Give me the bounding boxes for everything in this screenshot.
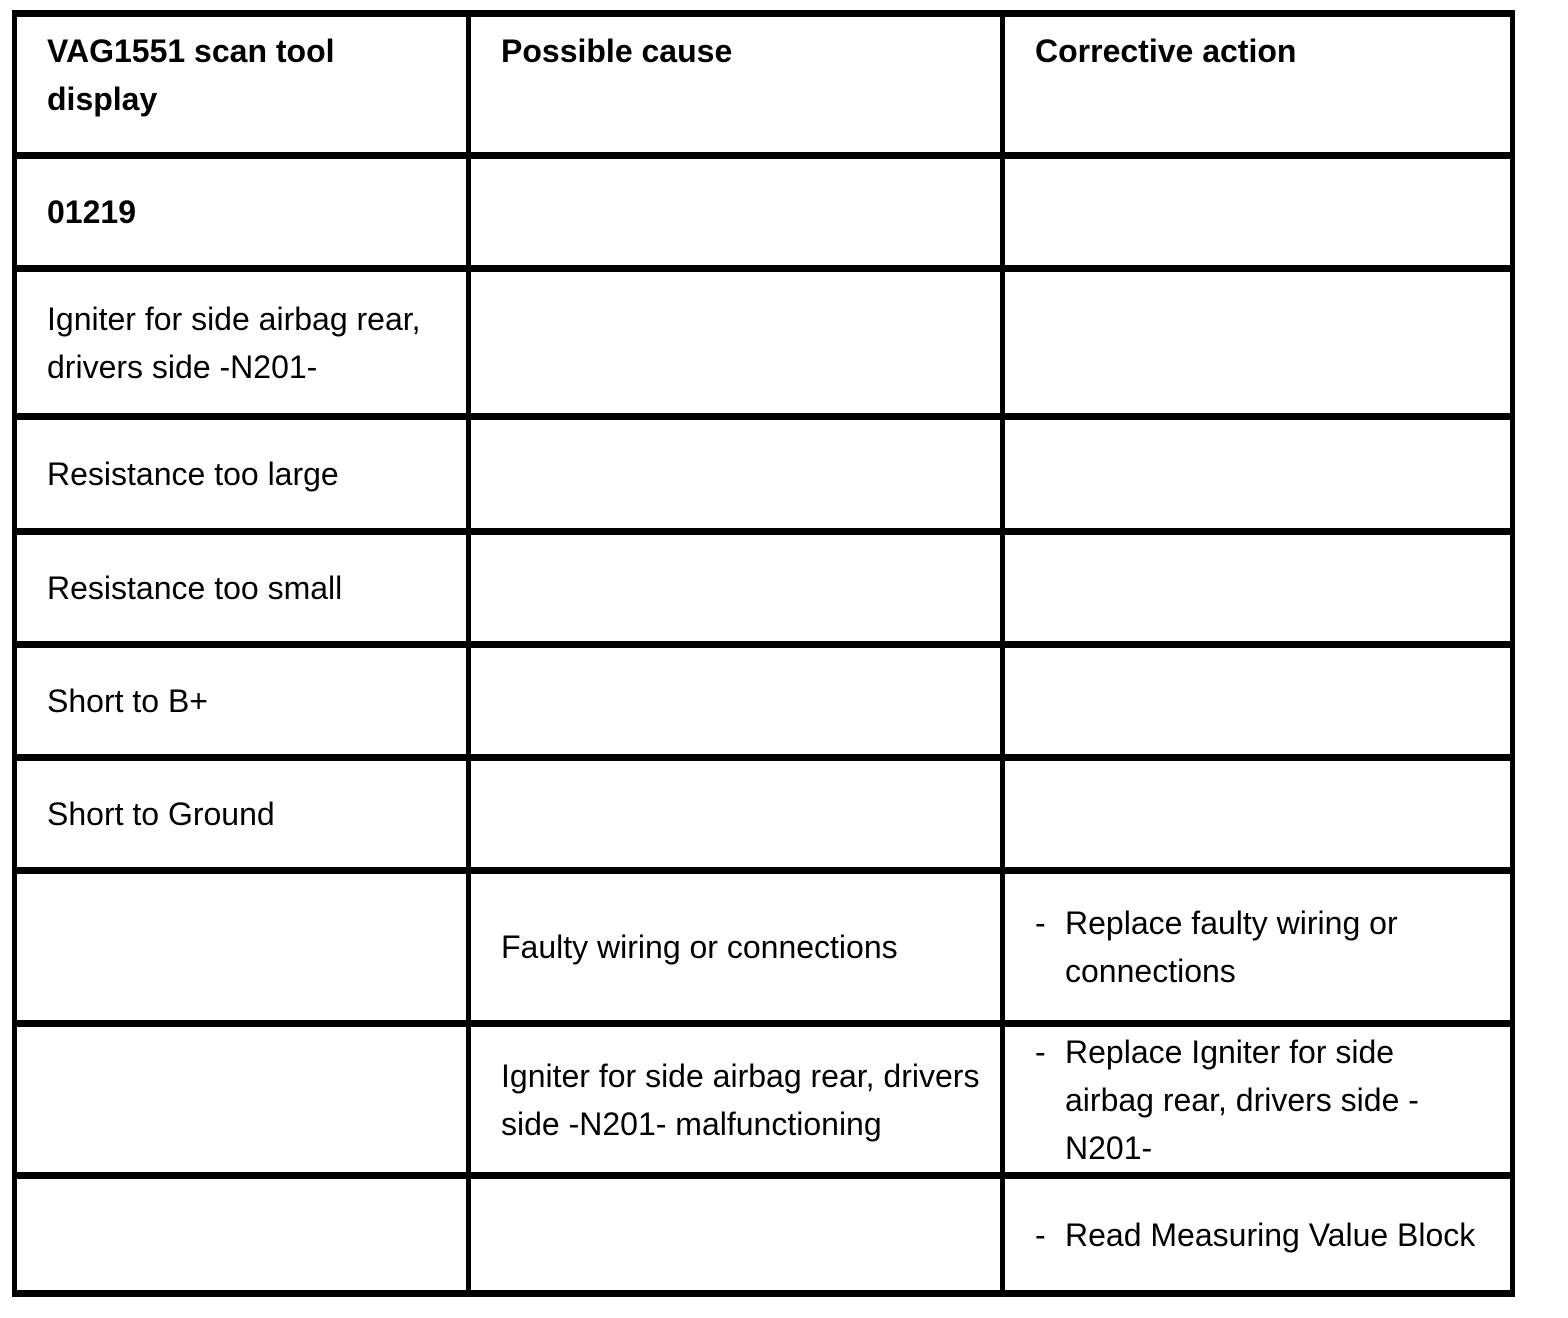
table-row bbox=[15, 1176, 1513, 1294]
empty-cell bbox=[469, 156, 1003, 269]
empty-cell bbox=[15, 871, 469, 1024]
table-row bbox=[15, 417, 1513, 532]
fault-condition-cell: Short to Ground bbox=[15, 758, 469, 871]
empty-cell bbox=[1003, 758, 1513, 871]
possible-cause-cell: Faulty wiring or connections bbox=[469, 871, 1003, 1024]
empty-cell bbox=[469, 758, 1003, 871]
empty-cell bbox=[469, 1176, 1003, 1294]
empty-cell bbox=[469, 417, 1003, 532]
table-row bbox=[15, 1024, 1513, 1176]
header-scan-tool-display: VAG1551 scan tool display bbox=[15, 14, 469, 156]
empty-cell bbox=[469, 645, 1003, 758]
fault-description-cell: Igniter for side airbag rear, drivers side -N201- bbox=[15, 269, 469, 417]
table-row bbox=[15, 156, 1513, 269]
corrective-action-cell bbox=[1003, 871, 1513, 1024]
fault-code-cell: 01219 bbox=[15, 156, 469, 269]
corrective-action-cell bbox=[1003, 1024, 1513, 1176]
table-row bbox=[15, 871, 1513, 1024]
dash-bullet: - bbox=[1035, 905, 1046, 941]
action-item bbox=[1035, 1028, 1490, 1172]
action-text: Replace Igniter for side airbag rear, drivers side -N201- bbox=[1065, 1033, 1419, 1166]
empty-cell bbox=[1003, 156, 1513, 269]
action-text: Read Measuring Value Block bbox=[1065, 1216, 1476, 1253]
empty-cell bbox=[1003, 532, 1513, 645]
header-corrective-action: Corrective action bbox=[1003, 14, 1513, 156]
dash-bullet: - bbox=[1035, 1216, 1046, 1253]
diagnostic-fault-table bbox=[12, 10, 1515, 1297]
action-item bbox=[1035, 1211, 1490, 1259]
empty-cell bbox=[1003, 645, 1513, 758]
action-text: Replace faulty wiring or connections bbox=[1065, 905, 1398, 989]
empty-cell bbox=[1003, 269, 1513, 417]
possible-cause-cell: Igniter for side airbag rear, drivers side -N201- malfunctioning bbox=[469, 1024, 1003, 1176]
table-row bbox=[15, 532, 1513, 645]
dash-bullet: - bbox=[1035, 1033, 1046, 1070]
empty-cell bbox=[469, 269, 1003, 417]
empty-cell bbox=[1003, 417, 1513, 532]
table-row bbox=[15, 645, 1513, 758]
header-row bbox=[15, 14, 1513, 156]
table-row bbox=[15, 269, 1513, 417]
empty-cell bbox=[15, 1024, 469, 1176]
fault-condition-cell: Resistance too large bbox=[15, 417, 469, 532]
empty-cell bbox=[469, 532, 1003, 645]
fault-condition-cell: Resistance too small bbox=[15, 532, 469, 645]
table-row bbox=[15, 758, 1513, 871]
corrective-action-cell bbox=[1003, 1176, 1513, 1294]
empty-cell bbox=[15, 1176, 469, 1294]
header-possible-cause: Possible cause bbox=[469, 14, 1003, 156]
action-item bbox=[1035, 899, 1490, 995]
fault-condition-cell: Short to B+ bbox=[15, 645, 469, 758]
